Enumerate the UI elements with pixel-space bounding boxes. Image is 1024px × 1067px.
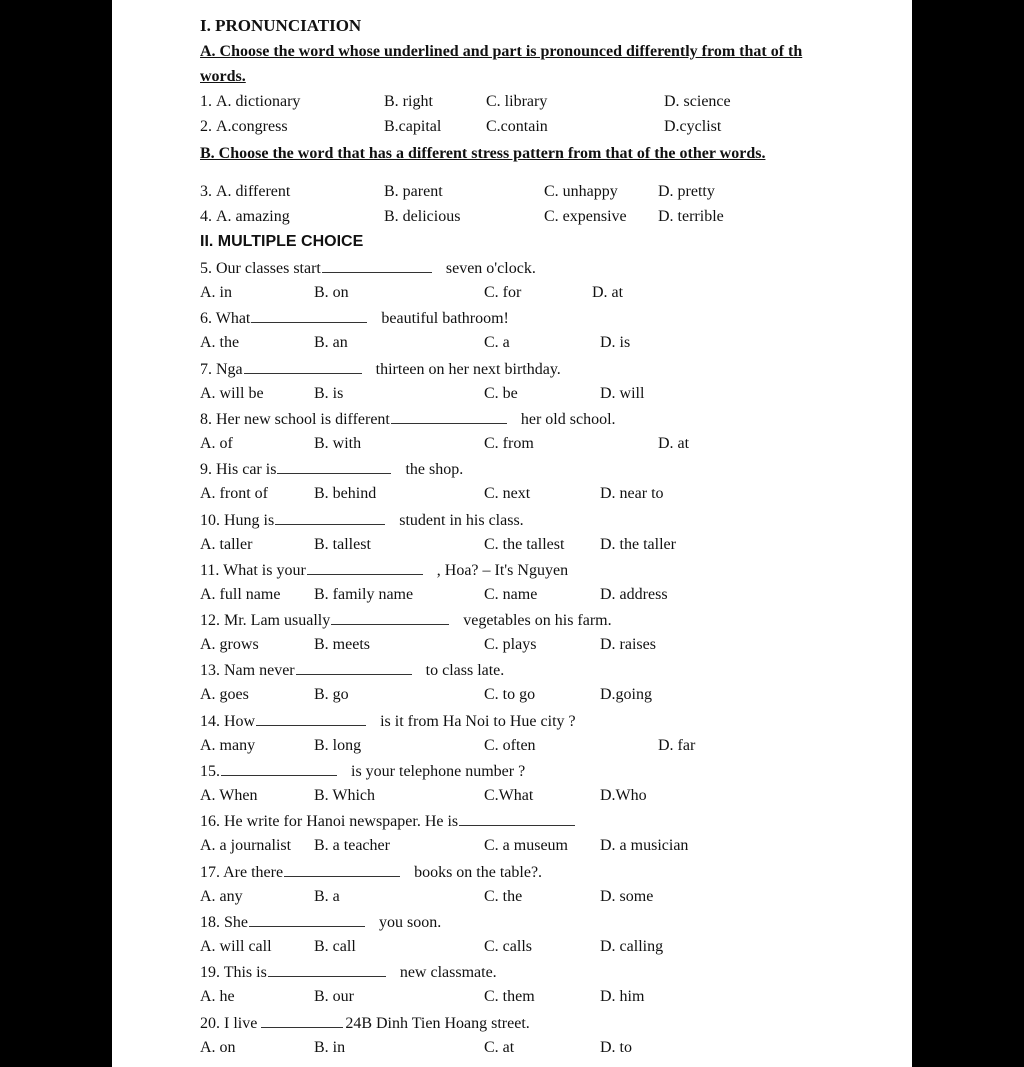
option-a[interactable]: A. on [200, 1039, 236, 1056]
question-text: 15. [200, 763, 220, 780]
option-c[interactable]: C. the tallest [484, 536, 565, 553]
question-text-end: seven o'clock. [445, 260, 536, 277]
answer-blank[interactable] [307, 561, 423, 575]
option-a[interactable]: A. front of [200, 485, 268, 502]
option-d[interactable]: D.cyclist [664, 118, 722, 135]
option-d[interactable]: D. a musician [600, 837, 689, 854]
option-c[interactable]: C. name [484, 586, 538, 603]
option-b[interactable]: B. call [314, 938, 356, 955]
part-a-instruction-1: A. Choose the word whose underlined and part is pronounced differently from that of th [200, 43, 803, 60]
option-b[interactable]: B. is [314, 385, 344, 402]
option-d[interactable]: D. pretty [658, 183, 715, 200]
option-d[interactable]: D.going [600, 686, 652, 703]
option-a[interactable]: A. different [216, 183, 291, 200]
answer-blank[interactable] [244, 360, 362, 374]
option-d[interactable]: D. is [600, 334, 631, 351]
option-b[interactable]: B. family name [314, 586, 414, 603]
question-text: 17. Are there [200, 864, 284, 881]
option-c[interactable]: C. at [484, 1039, 515, 1056]
answer-blank[interactable] [277, 460, 391, 474]
option-c[interactable]: C. be [484, 385, 518, 402]
question-stem [200, 863, 542, 882]
question-text: 12. Mr. Lam usually [200, 612, 331, 629]
answer-blank[interactable] [284, 863, 400, 877]
question-text-end: 24B Dinh Tien Hoang street. [345, 1015, 530, 1032]
option-d[interactable]: D. at [658, 435, 690, 452]
question-text: 13. Nam never [200, 662, 295, 679]
question-text-end: new classmate. [399, 964, 497, 981]
option-b[interactable]: B. in [314, 1039, 346, 1056]
question-stem [200, 963, 497, 982]
option-b[interactable]: B. an [314, 334, 348, 351]
option-b[interactable]: B. right [384, 93, 433, 110]
option-c[interactable]: C. to go [484, 686, 536, 703]
option-d[interactable]: D. some [600, 888, 654, 905]
option-b[interactable]: B. go [314, 686, 349, 703]
answer-blank[interactable] [249, 913, 365, 927]
option-d[interactable]: D. the taller [600, 536, 676, 553]
option-a[interactable]: A.congress [216, 118, 288, 135]
question-text: 5. Our classes start [200, 260, 321, 277]
option-b[interactable]: B. delicious [384, 208, 461, 225]
question-stem [200, 259, 536, 278]
option-b[interactable]: B. a teacher [314, 837, 390, 854]
question-text: 18. She [200, 914, 248, 931]
option-b[interactable]: B.capital [384, 118, 442, 135]
question-stem [200, 360, 561, 379]
option-a[interactable]: A. goes [200, 686, 249, 703]
section-1-title: I. PRONUNCIATION [200, 16, 362, 35]
option-c[interactable]: C. a museum [484, 837, 568, 854]
option-b[interactable]: B. behind [314, 485, 377, 502]
option-d[interactable]: D. him [600, 988, 645, 1005]
section-2-title: II. MULTIPLE CHOICE [200, 233, 364, 250]
question-text: 6. What [200, 310, 251, 327]
question-stem [200, 712, 576, 731]
question-stem [200, 812, 589, 831]
part-a-instruction-2: words. [200, 68, 246, 85]
question-text-end: , Hoa? – It's Nguyen [436, 562, 569, 579]
question-text: 9. His car is [200, 461, 277, 478]
option-d[interactable]: D. will [600, 385, 645, 402]
question-text: 8. Her new school is different [200, 411, 390, 428]
option-d[interactable]: D. near to [600, 485, 664, 502]
answer-blank[interactable] [275, 511, 385, 525]
question-text-end: to class late. [425, 662, 505, 679]
option-b[interactable]: B. long [314, 737, 362, 754]
option-a[interactable]: A. amazing [216, 208, 290, 225]
question-stem [200, 611, 612, 630]
question-row [112, 208, 912, 228]
option-c[interactable]: C. often [484, 737, 536, 754]
option-c[interactable]: C. them [484, 988, 535, 1005]
option-c[interactable]: C. next [484, 485, 531, 502]
option-d[interactable]: D.Who [600, 787, 647, 804]
question-number: 2. [200, 118, 212, 135]
question-text-end: student in his class. [399, 512, 524, 529]
option-c[interactable]: C. calls [484, 938, 532, 955]
option-c[interactable]: C. the [484, 888, 523, 905]
answer-blank[interactable] [251, 309, 367, 323]
option-c[interactable]: C.contain [486, 118, 548, 135]
worksheet-page [112, 0, 912, 1067]
option-a[interactable]: A. the [200, 334, 240, 351]
question-text-end: vegetables on his farm. [463, 612, 612, 629]
answer-blank[interactable] [261, 1014, 343, 1028]
option-a[interactable]: A. he [200, 988, 235, 1005]
option-c[interactable]: C. plays [484, 636, 537, 653]
option-a[interactable]: A. many [200, 737, 256, 754]
option-a[interactable]: A. will be [200, 385, 264, 402]
question-text-end: is it from Ha Noi to Hue city ? [380, 713, 576, 730]
option-d[interactable]: D. science [664, 93, 731, 110]
question-stem [200, 913, 441, 932]
option-a[interactable]: A. any [200, 888, 243, 905]
question-text-end: beautiful bathroom! [381, 310, 509, 327]
question-text: 14. How [200, 713, 256, 730]
option-c[interactable]: C. from [484, 435, 534, 452]
answer-blank[interactable] [268, 963, 386, 977]
option-b[interactable]: B. tallest [314, 536, 371, 553]
part-b-instruction: B. Choose the word that has a different stress pattern from that of the other words. [200, 145, 766, 162]
question-stem [200, 410, 616, 429]
answer-blank[interactable] [459, 812, 575, 826]
option-d[interactable]: D. terrible [658, 208, 724, 225]
option-a[interactable]: A. of [200, 435, 233, 452]
option-a[interactable]: A. in [200, 284, 232, 301]
answer-blank[interactable] [331, 611, 449, 625]
question-stem [200, 561, 568, 580]
question-text-end: thirteen on her next birthday. [375, 361, 561, 378]
question-text: 10. Hung is [200, 512, 275, 529]
option-b[interactable]: B. Which [314, 787, 376, 804]
answer-blank[interactable] [322, 259, 432, 273]
option-c[interactable]: C. expensive [544, 208, 627, 225]
answer-blank[interactable] [256, 712, 366, 726]
option-a[interactable]: A. When [200, 787, 258, 804]
option-d[interactable]: D. raises [600, 636, 656, 653]
question-number: 4. [200, 208, 212, 225]
answer-blank[interactable] [391, 410, 507, 424]
option-a[interactable]: A. full name [200, 586, 281, 603]
option-d[interactable]: D. calling [600, 938, 664, 955]
option-a[interactable]: A. taller [200, 536, 253, 553]
option-c[interactable]: C.What [484, 787, 534, 804]
option-b[interactable]: B. on [314, 284, 349, 301]
option-c[interactable]: C. a [484, 334, 510, 351]
option-a[interactable]: A. grows [200, 636, 259, 653]
question-number: 3. [200, 183, 212, 200]
question-text: 20. I live [200, 1015, 258, 1032]
question-stem [200, 762, 525, 781]
question-text-end: her old school. [520, 411, 616, 428]
option-b[interactable]: B. meets [314, 636, 370, 653]
question-stem [200, 460, 463, 479]
option-a[interactable]: A. will call [200, 938, 272, 955]
option-c[interactable]: C. library [486, 93, 548, 110]
answer-blank[interactable] [296, 661, 412, 675]
question-stem [200, 511, 524, 530]
option-c[interactable]: C. for [484, 284, 522, 301]
option-b[interactable]: B. with [314, 435, 362, 452]
question-stem [200, 661, 504, 680]
question-text: 11. What is your [200, 562, 306, 579]
option-d[interactable]: D. address [600, 586, 668, 603]
option-a[interactable]: A. a journalist [200, 837, 292, 854]
question-row [112, 93, 912, 113]
answer-blank[interactable] [221, 762, 337, 776]
option-d[interactable]: D. far [658, 737, 696, 754]
question-text-end: you soon. [379, 914, 442, 931]
question-text-end: is your telephone number ? [351, 763, 526, 780]
option-c[interactable]: C. unhappy [544, 183, 618, 200]
option-d[interactable]: D. at [592, 284, 624, 301]
option-d[interactable]: D. to [600, 1039, 632, 1056]
option-b[interactable]: B. our [314, 988, 354, 1005]
question-text: 7. Nga [200, 361, 243, 378]
question-text: 16. He write for Hanoi newspaper. He is [200, 813, 459, 830]
option-a[interactable]: A. dictionary [216, 93, 301, 110]
question-stem [200, 1014, 530, 1033]
question-row [112, 183, 912, 203]
question-number: 1. [200, 93, 212, 110]
question-stem [200, 309, 509, 328]
question-row [112, 118, 912, 138]
question-text: 19. This is [200, 964, 267, 981]
question-text-end: the shop. [405, 461, 464, 478]
question-text-end: books on the table?. [414, 864, 543, 881]
option-b[interactable]: B. parent [384, 183, 443, 200]
option-b[interactable]: B. a [314, 888, 340, 905]
